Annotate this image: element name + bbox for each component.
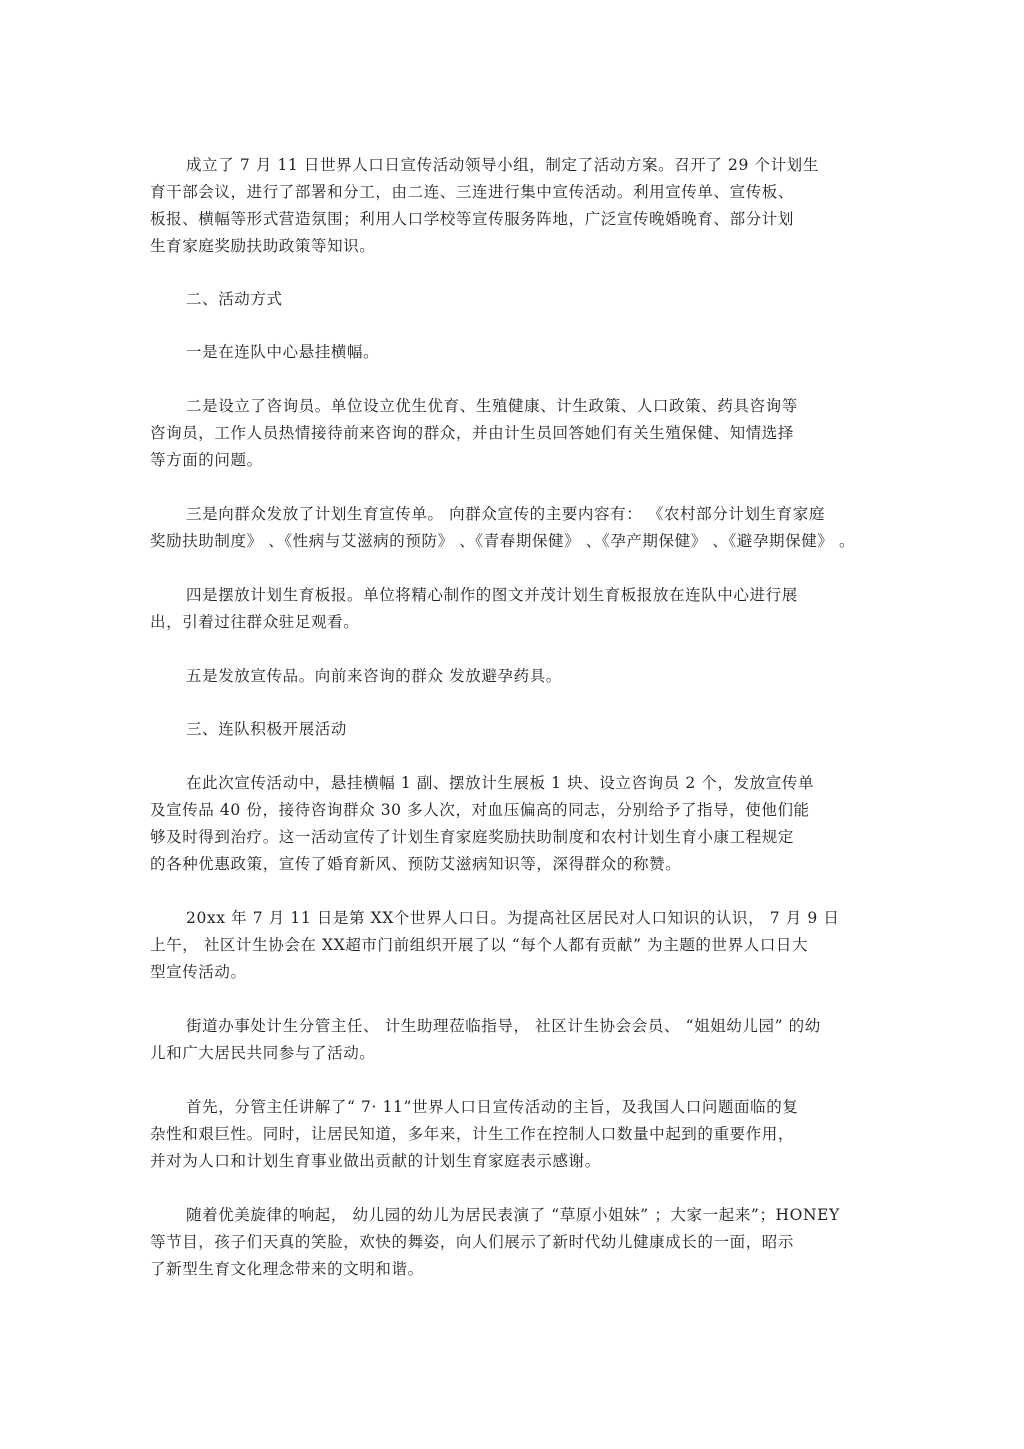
paragraph-line: 一是在连队中心悬挂横幅。 [186,343,380,361]
paragraph-line: 二是设立了咨询员。单位设立优生优育、生殖健康、计生政策、人口政策、药具咨询等 [186,397,798,415]
paragraph-line: 出，引着过往群众驻足观看。 [150,613,360,631]
paragraph-line: 咨询员，工作人员热情接待前来咨询的群众，并由计生员回答她们有关生殖保健、知情选择 [150,424,795,442]
paragraph-line: 成立了 7 月 11 日世界人口日宣传活动领导小组，制定了活动方案。召开了 29 个计划生 [186,156,819,174]
paragraph-line: 上午， 社区计生协会在 XX超市门前组织开展了以 “每个人都有贡献” 为主题的世界人口日大 [150,936,809,954]
paragraph-line: 在此次宣传活动中，悬挂横幅 1 副、摆放计生展板 1 块、设立咨询员 2 个，发放宣传单 [186,774,815,792]
paragraph-line: 四是摆放计划生育板报。单位将精心制作的图文并茂计划生育板报放在连队中心进行展 [186,586,798,604]
paragraph-line: 型宣传活动。 [150,963,247,981]
paragraph-line: 三是向群众发放了计划生育宣传单。 向群众宣传的主要内容有： 《农村部分计划生育家庭 [186,505,825,523]
section-heading: 二、活动方式 [186,290,283,308]
paragraph-line: 随着优美旋律的响起， 幼儿园的幼儿为居民表演了 “草原小姐妹” ；大家一起来”；HONEY [186,1206,840,1224]
paragraph-line: 首先，分管主任讲解了“ 7· 11”世界人口日宣传活动的主旨，及我国人口问题面临的复 [186,1098,799,1116]
paragraph-line: 的各种优惠政策，宣传了婚育新风、预防艾滋病知识等，深得群众的称赞。 [150,855,682,873]
paragraph-line: 20xx 年 7 月 11 日是第 XX个世界人口日。为提高社区居民对人口知识的认识， 7 月 9 日 [186,909,840,927]
paragraph-line: 儿和广大居民共同参与了活动。 [150,1044,376,1062]
section-heading: 三、连队积极开展活动 [186,720,348,738]
paragraph-line: 够及时得到治疗。这一活动宣传了计划生育家庭奖励扶助制度和农村计划生育小康工程规定 [150,828,795,846]
paragraph-line: 板报、横幅等形式营造氛围；利用人口学校等宣传服务阵地，广泛宣传晚婚晚育、部分计划 [150,210,795,228]
paragraph-line: 及宣传品 40 份，接待咨询群众 30 多人次，对血压偏高的同志，分别给予了指导，使他们能 [150,801,810,819]
paragraph-line: 等节目，孩子们天真的笑脸，欢快的舞姿，向人们展示了新时代幼儿健康成长的一面，昭示 [150,1233,795,1251]
paragraph-line: 生育家庭奖励扶助政策等知识。 [150,237,376,255]
paragraph-line: 并对为人口和计划生育事业做出贡献的计划生育家庭表示感谢。 [150,1152,601,1170]
paragraph-line: 街道办事处计生分管主任、 计生助理莅临指导， 社区计生协会会员、 “姐姐幼儿园” 的幼 [186,1017,821,1035]
paragraph-line: 了新型生育文化理念带来的文明和谐。 [150,1260,424,1278]
paragraph-line: 五是发放宣传品。向前来咨询的群众 发放避孕药具。 [186,667,562,685]
paragraph-line: 育干部会议，进行了部署和分工，由二连、三连进行集中宣传活动。利用宣传单、宣传板、 [150,183,795,201]
paragraph-line: 杂性和艰巨性。同时，让居民知道，多年来，计生工作在控制人口数量中起到的重要作用， [150,1125,795,1143]
paragraph-line: 等方面的问题。 [150,451,263,469]
paragraph-line: 奖励扶助制度》 、《性病与艾滋病的预防》 、《青春期保健》 、《孕产期保健》 、《避孕期保健》 。 [150,532,856,550]
